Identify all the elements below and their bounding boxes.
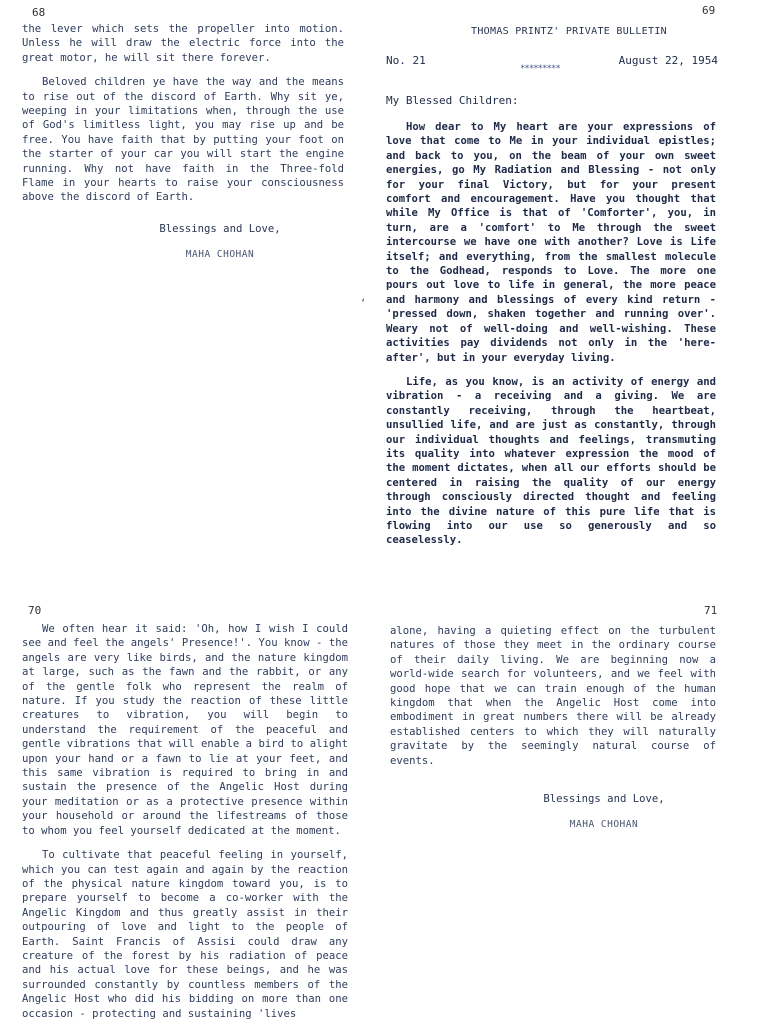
closing-block [130, 222, 310, 262]
page-70-body [22, 622, 348, 1031]
paragraph: We often hear it said: 'Oh, how I wish I could see and feel the angels' Presence!'. You know - the angels are very like birds, and the nature kingdom at large, such as the fawn and the rabbit, or any of the gentle folk who represent the realm of nature. If you study the reaction of these little creatures to vibration, you will begin to understand the requirement of the peaceful and gentle vibrations that will enable a bird to alight upon your hand or a fawn to lie at your feet, and this same vibration is required to bring in and sustain the presence of the Angelic Host during your meditation or as a protective presence within your household or around the lifestreams of those to whom you feel yourself dedicated at the moment. [22, 623, 348, 837]
bulletin-title: THOMAS PRINTZ' PRIVATE BULLETIN [471, 26, 667, 37]
closing-text: Blessings and Love, [543, 793, 665, 805]
issue-date: August 22, 1954 [618, 54, 718, 67]
page-number: 69 [702, 4, 716, 17]
paragraph: Beloved children ye have the way and the means to rise out of the discord of Earth. Why sit ye, weeping in your limitations when, through the use of God's limitless light, you may rise up and be free. You have faith that by putting your foot on the starter of your car you will start the engine running. Why not have faith in the Three-fold Flame in your hearts to raise your consciousness above the discord of Earth. [22, 76, 344, 204]
closing-text: Blessings and Love, [159, 223, 281, 235]
page-71 [384, 512, 768, 1024]
margin-mark: ʻ [360, 298, 367, 309]
salutation: My Blessed Children: [386, 94, 519, 107]
page-number: 70 [28, 604, 42, 617]
paragraph: the lever which sets the propeller into motion. Unless he will draw the electric force into the great motor, he will sit there forever. [22, 23, 344, 64]
page-71-body [390, 624, 716, 778]
closing-block [514, 792, 694, 832]
page-number: 71 [704, 604, 718, 617]
page-69 [384, 0, 768, 547]
page-number: 68 [32, 6, 46, 19]
signature: MAHA CHOHAN [569, 819, 639, 830]
signature: MAHA CHOHAN [185, 249, 255, 260]
issue-number: No. 21 [386, 54, 426, 67]
page-68-body [22, 22, 344, 215]
paragraph: How dear to My heart are your expressions of love that come to Me in your individual epistles; and back to you, on the beam of your own sweet energies, go My Radiation and Blessing - not only for your final Victory, but for your present comfort and encouragement. Have you thought that while My Office is that of 'Comforter', you, in turn, are a 'comfort' to Me through the sweet intercourse we have one with another? Love is Life itself; and everything, from the smallest molecule to the Godhead, responds to Love. The more one pours out love to life in general, the more peace and harmony and blessings of every kind return - 'pressed down, shaken together and running over'. Weary not of well-doing and well-wishing. These activities pay dividends not only in the 'here-after', but in your everyday living. [386, 121, 716, 364]
page-70 [0, 512, 384, 1024]
page-68 [0, 0, 384, 512]
separator-stars: ********* [520, 64, 560, 74]
page-69-body [386, 120, 716, 558]
paragraph: alone, having a quieting effect on the turbulent natures of those they meet in the ordinary course of their daily living. We are beginning now a world-wide search for volunteers, and we feel with good hope that we can train enough of the human kingdom that when the Angelic Host come into embodiment in great numbers there will be already established centers to which they will naturally gravitate by the seemingly natural course of events. [390, 625, 716, 767]
paragraph: To cultivate that peaceful feeling in yourself, which you can test again and again by the reaction of the physical nature kingdom toward you, is to prepare yourself to become a co-worker with the Angelic Kingdom and thus greatly assist in their outpouring of love and light to the people of Earth. Saint Francis of Assisi could draw any creature of the forest by his radiation of peace and his actual love for these beings, and he was surrounded constantly by countless members of the Angelic Host who did his bidding on more than one occasion - protecting and sustaining 'lives [22, 849, 348, 1020]
paragraph: Life, as you know, is an activity of energy and vibration - a receiving and a giving. We are constantly receiving, through the heartbeat, unsullied life, and are just as constantly, through our individual thoughts and feelings, transmuting its quality into whatever expression the mood of the moment dictates, when all our efforts should be centered in raising the quality of our energy through consciously directed thought and feeling into the divine nature of this pure life that is flowing into our use so generously and so ceaselessly. [386, 375, 716, 547]
